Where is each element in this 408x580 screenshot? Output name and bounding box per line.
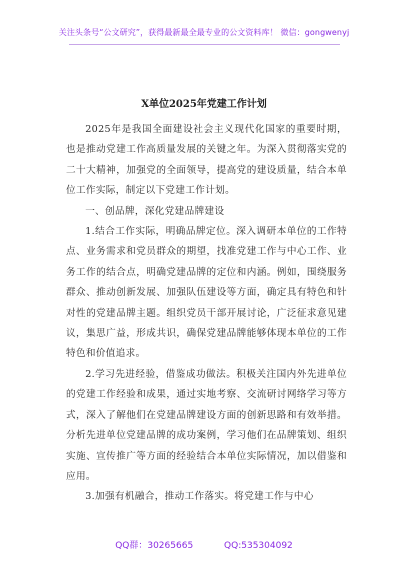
section-heading: 一、创品牌，深化党建品牌建设 (85, 205, 225, 217)
document-body (66, 120, 347, 508)
paragraph-item-2: 2.学习先进经验，借鉴成功做法。积极关注国内外先进单位的党建工作经验和成果，通过实地考察、交流研讨网络学习等方式，深入了解他们在党建品牌建设方面的创新思路和有效举措。分析先进单位党建品牌的成功案例，学习他们在品牌策划、组织实施、宣传推广等方面的经验结合本单位实际情况，加以借鉴和应用。 (66, 368, 347, 482)
header-divider (69, 44, 340, 45)
header-banner: 关注头条号“公文研究”，获得最新最全最专业的公文资料库！ 微信：gongwenyj (58, 28, 350, 37)
document-title: X单位2025年党建工作计划 (141, 99, 267, 110)
footer-qq-group: QQ群：30265665 (115, 541, 194, 551)
paragraph-item-1: 1.结合工作实际，明确品牌定位。深入调研本单位的工作特点、业务需求和党员群众的期望，找准党建工作与中心工作、业务工作的结合点，明确党建品牌的定位和内涵。例如，围绕服务群众、推动创新发展、加强队伍建设等方面，确定具有特色和针对性的党建品牌主题。组织党员干部开展讨论，广泛征求意见建议，集思广益，形成共识，确保党建品牌能够体现本单位的工作特色和价值追求。 (66, 226, 347, 360)
paragraph-intro: 2025年是我国全面建设社会主义现代化国家的重要时期，也是推动党建工作高质量发展的关键之年。为深入贯彻落实党的二十大精神，加强党的全面领导，提高党的建设质量，结合本单位工作实际，制定以下党建工作计划。 (66, 124, 347, 197)
paragraph-item-3: 3.加强有机融合，推动工作落实。将党建工作与中心 (85, 491, 314, 503)
footer-contact (0, 538, 408, 551)
footer-qq: QQ:535304092 (224, 541, 293, 551)
